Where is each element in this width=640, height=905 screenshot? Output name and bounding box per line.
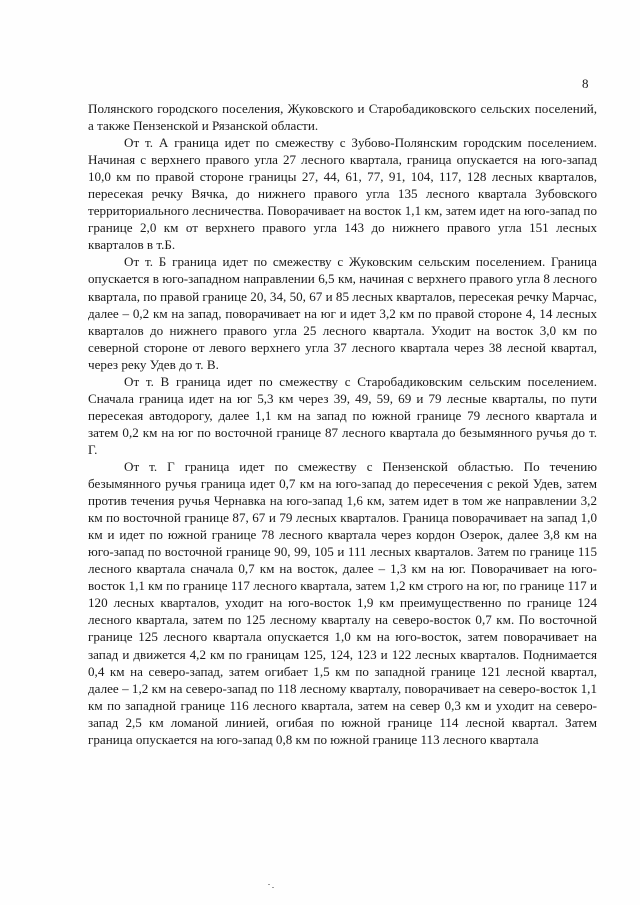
- scan-speck: [268, 884, 270, 885]
- paragraph-point-b: От т. Б граница идет по смежеству с Жуковским сельским поселением. Граница опускается в юго-западном направлении 6,5 км, начиная с верхнего правого угла 8 лесного квартала, по правой границе 20, 34, 50, 67 и 85 лесных кварталов, пересекая речку Марчас, далее – 0,2 км на запад, поворачивает на юг и идет 3,2 км по правой стороне 4, 14 лесных кварталов до нижнего правого угла 25 лесного квартала. Уходит на восток 3,0 км по северной стороне от левого верхнего угла 37 лесного квартала через 38 лесной квартал, через реку Удев до т. В.: [88, 254, 597, 372]
- paragraph-point-g: От т. Г граница идет по смежеству с Пензенской областью. По течению безымянного ручья граница идет 0,7 км на юго-запад до пересечения с рекой Удев, затем против течения ручья Чернавка на юго-запад 1,6 км, затем идет в том же направлении 3,2 км по восточной границе 87, 67 и 79 лесных кварталов. Граница поворачивает на запад 1,0 км и идет по южной границе 78 лесного квартала через кордон Озерок, далее 3,8 км на юго-запад по восточной границе 90, 99, 105 и 111 лесных кварталов. Затем по границе 115 лесного квартала сначала 0,7 км на восток, далее – 1,3 км на юг. Поворачивает на юго-восток 1,1 км по границе 117 лесного квартала, затем 1,2 км строго на юг, по границе 117 и 120 лесных кварталов, уходит на юго-восток 1,9 км преимущественно по границе 124 лесного квартала, затем по 125 лесному кварталу на северо-восток 0,7 км. По восточной границе 125 лесного квартала опускается 1,0 км на юго-восток, затем поворачивает на запад и движется 4,2 км по границам 125, 124, 123 и 122 лесных кварталов. Поднимается 0,4 км на северо-запад, затем огибает 1,5 км по западной границе 121 лесной квартал, далее – 1,2 км на северо-запад по 118 лесному кварталу, поворачивает на северо-восток 1,1 км по западной границе 116 лесного квартала, затем на север 0,3 км и уходит на северо-запад 2,5 км ломаной линией, огибая по южной границе 114 лесной квартал. Затем граница опускается на юго-запад 0,8 км по южной границе 113 лесного квартала: [88, 458, 597, 747]
- scan-speck: [272, 887, 274, 888]
- page-number: 8: [582, 76, 589, 91]
- paragraph-point-v: От т. В граница идет по смежеству с Старобадиковским сельским поселением. Сначала граница идет на юг 5,3 км через 39, 49, 59, 69 и 79 лесные кварталы, по пути пересекая автодорогу, далее 1,1 км на запад по южной границе 79 лесного квартала и затем 0,2 км на юг по восточной границе 87 лесного квартала до безымянного ручья до т. Г.: [88, 373, 597, 457]
- paragraph-point-a: От т. А граница идет по смежеству с Зубово-Полянским городским поселением. Начиная с верхнего правого угла 27 лесного квартала, граница опускается на юго-запад 10,0 км по правой стороне границы 27, 44, 61, 77, 91, 104, 117, 128 лесных кварталов, пересекая речку Вячка, до нижнего правого угла 135 лесного квартала Зубовского территориального лесничества. Поворачивает на восток 1,1 км, затем идет на юго-запад по границе 2,0 км от верхнего правого угла 143 до нижнего правого угла 151 лесных кварталов в т.Б.: [88, 135, 597, 253]
- paragraph-continuation: Полянского городского поселения, Жуковского и Старобадиковского сельских поселений, а также Пензенской и Рязанской области.: [88, 101, 597, 134]
- document-body: [88, 100, 597, 748]
